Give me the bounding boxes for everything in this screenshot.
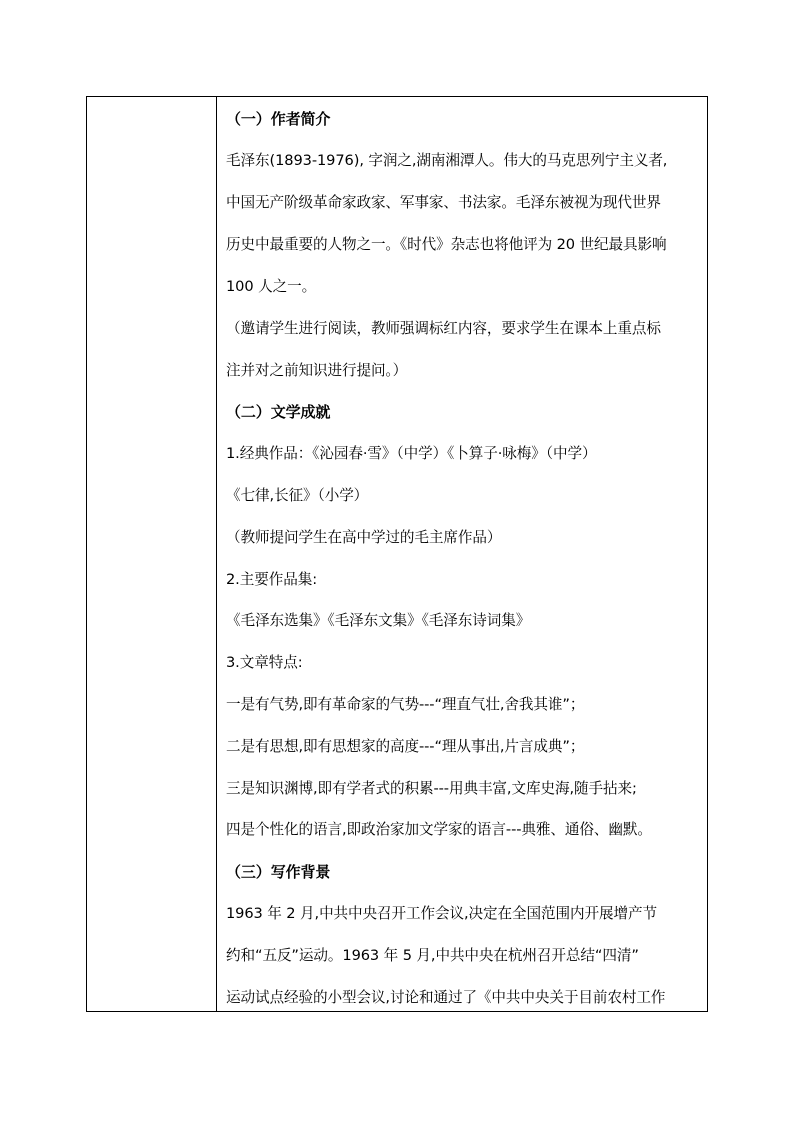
section-heading-background: （三）写作背景 (226, 863, 331, 881)
text-line: 毛泽东(1893-1976), 字润之,湖南湘潭人。伟大的马克思列宁主义者, (226, 152, 668, 169)
text-line: 《七律,长征》（小学） (226, 487, 369, 504)
text-line: 3.文章特点: (226, 654, 303, 671)
text-line: 2.主要作品集: (226, 571, 318, 588)
text-line: 运动试点经验的小型会议,讨论和通过了《中共中央关于目前农村工作 (226, 989, 666, 1006)
text-line: 二是有思想,即有思想家的高度---“理从事出,片言成典”； (226, 738, 585, 755)
text-line: 三是知识渊博,即有学者式的积累---用典丰富,文库史海,随手拈来; (226, 780, 637, 797)
section-heading-literary: （二）文学成就 (226, 403, 331, 421)
text-line: （教师提问学生在高中学过的毛主席作品） (226, 529, 502, 546)
text-line: 中国无产阶级革命家政家、军事家、书法家。毛泽东被视为现代世界 (226, 194, 661, 211)
section-heading-author: （一）作者简介 (226, 110, 331, 128)
text-line: （邀请学生进行阅读，教师强调标红内容，要求学生在课本上重点标 (226, 320, 661, 337)
right-column-cell (218, 97, 707, 1011)
text-line: 一是有气势,即有革命家的气势---“理直气壮,舍我其谁”； (226, 696, 585, 713)
content-table (86, 96, 708, 1012)
text-line: 四是个性化的语言,即政治家加文学家的语言---典雅、通俗、幽默。 (226, 821, 652, 838)
text-line: 历史中最重要的人物之一。《时代》杂志也将他评为 20 世纪最具影响 (226, 236, 667, 253)
text-line: 注并对之前知识进行提问。） (226, 362, 408, 379)
text-line: 100 人之一。 (226, 278, 317, 295)
text-line: 1.经典作品：《沁园春·雪》（中学）《卜算子·咏梅》（中学） (226, 445, 597, 462)
left-column-cell (87, 97, 217, 1011)
text-line: 《毛泽东选集》《毛泽东文集》《毛泽东诗词集》 (226, 612, 531, 629)
text-line: 约和“五反”运动。1963 年 5 月,中共中央在杭州召开总结“四清” (226, 947, 639, 964)
text-line: 1963 年 2 月,中共中央召开工作会议,决定在全国范围内开展增产节 (226, 905, 657, 922)
